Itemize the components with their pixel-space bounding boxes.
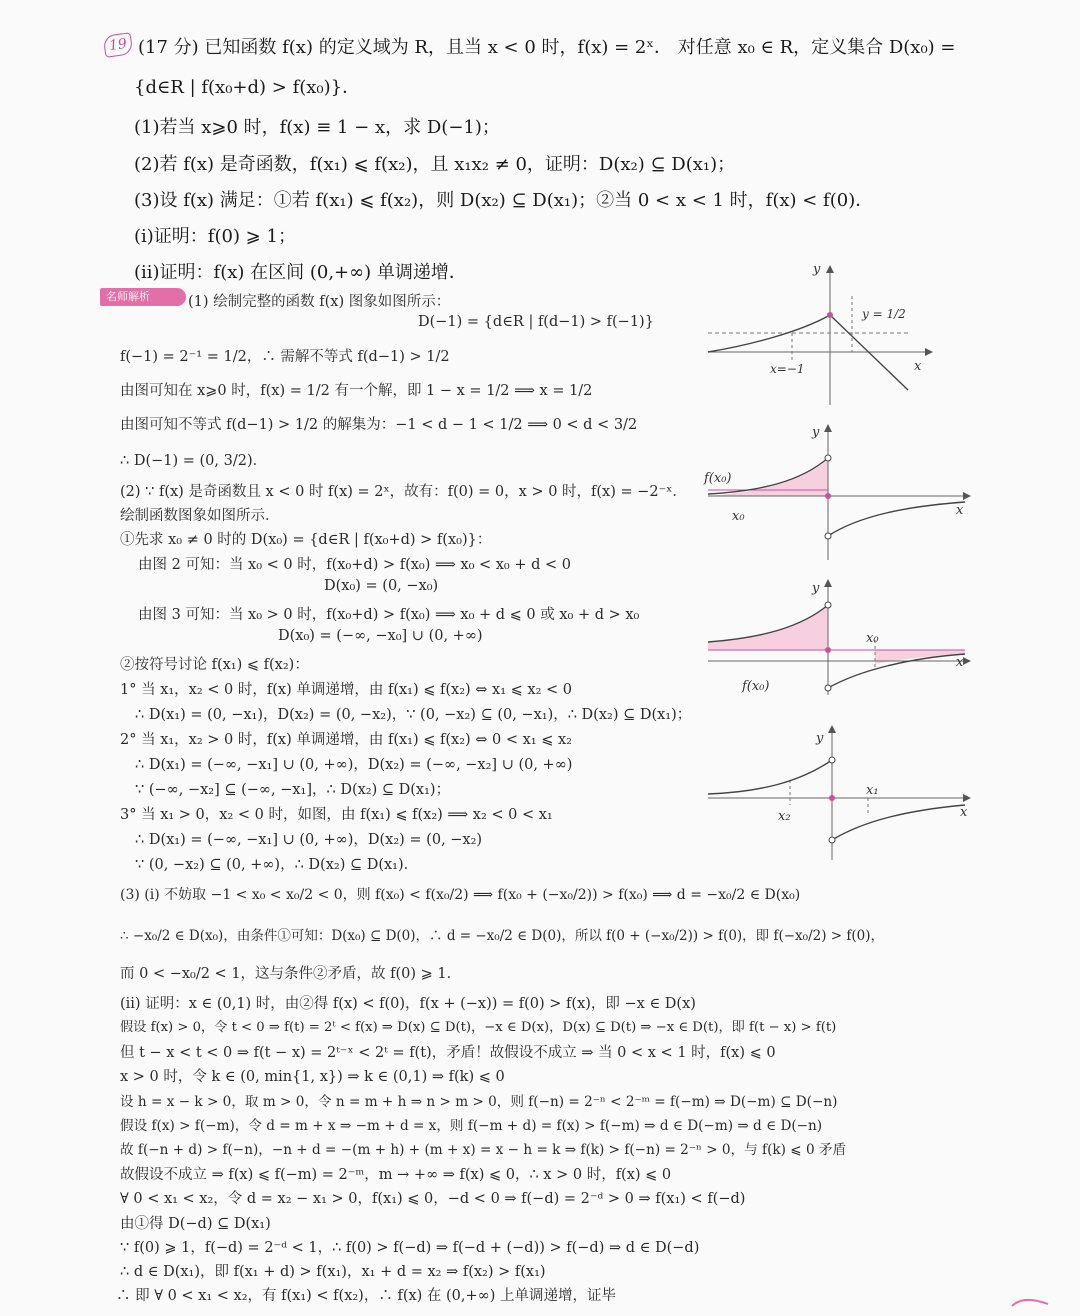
fig1-y-label: y bbox=[813, 262, 821, 277]
fig4-left-curve bbox=[708, 760, 832, 794]
fig2-y-label: y bbox=[812, 425, 820, 440]
sol-line: 故 f(−n + d) > f(−n)，−n + d = −(m + h) + (m + x) = x − h = k ⇒ f(k) > f(−n) = 2⁻ⁿ > 0，与 f(k) ⩽ 0 矛盾 bbox=[120, 1142, 847, 1158]
sol-line: ∴ D(x₁) = (−∞, −x₁] ∪ (0, +∞)，D(x₂) = (−∞, −x₂] ∪ (0, +∞) bbox=[135, 757, 573, 773]
problem-line-3: (1)若当 x⩾0 时，f(x) ≡ 1 − x，求 D(−1)； bbox=[134, 117, 500, 138]
sol-line: 由图 2 可知：当 x₀ < 0 时，f(x₀+d) > f(x₀) ⟹ x₀ < x₀ + d < 0 bbox=[138, 557, 571, 573]
sol-line: 3° 当 x₁ > 0，x₂ < 0 时，如图，由 f(x₁) ⩽ f(x₂) ⟹ x₂ < 0 < x₁ bbox=[120, 807, 553, 823]
sol-line: ∴ D(x₁) = (0, −x₁)，D(x₂) = (0, −x₂)，∵ (0, −x₂) ⊆ (0, −x₁)，∴ D(x₂) ⊆ D(x₁)； bbox=[135, 707, 692, 723]
fig3-fx0-label: f(x₀) bbox=[742, 679, 770, 694]
sol-line: 但 t − x < t < 0 ⇒ f(t − x) = 2ᵗ⁻ˣ < 2ᵗ = f(t)，矛盾！故假设不成立 ⇒ 当 0 < x < 1 时，f(x) ⩽ 0 bbox=[120, 1045, 776, 1061]
problem-line-7: (ii)证明：f(x) 在区间 (0,+∞) 单调递增． bbox=[134, 262, 467, 283]
sol-line: ∵ (−∞, −x₂] ⊆ (−∞, −x₁]，∴ D(x₂) ⊆ D(x₁)； bbox=[135, 782, 451, 798]
sol-line: 而 0 < −x₀/2 < 1，这与条件②矛盾，故 f(0) ⩾ 1． bbox=[120, 966, 462, 982]
sol-line: 由①得 D(−d) ⊆ D(x₁) bbox=[120, 1216, 271, 1232]
fig2-origin bbox=[825, 493, 831, 499]
problem-line-2: {d∈R | f(x₀+d) > f(x₀)}． bbox=[134, 77, 361, 98]
fig4-x2-label: x₂ bbox=[778, 809, 791, 824]
fig2-x-label: x bbox=[956, 503, 964, 518]
sol-line: 由图 3 可知：当 x₀ > 0 时，f(x₀+d) > f(x₀) ⟹ x₀ + d ⩽ 0 或 x₀ + d > x₀ bbox=[138, 607, 640, 623]
fig4-x1-label: x₁ bbox=[866, 783, 879, 798]
solution-tag: 名师解析 bbox=[100, 288, 186, 306]
sol-line: ∴ D(−1) = (0, 3/2)． bbox=[120, 453, 268, 469]
sol-line: (ii) 证明：x ∈ (0,1) 时，由②得 f(x) < f(0)，f(x + (−x)) = f(0) > f(x)，即 −x ∈ D(x) bbox=[120, 996, 696, 1012]
fig2-open-top bbox=[825, 455, 831, 461]
fig2-x0-label: x₀ bbox=[732, 509, 745, 524]
figure-3 bbox=[708, 580, 970, 695]
sol-line: (3) (i) 不妨取 −1 < x₀ < x₀/2 < 0，则 f(x₀) < f(x₀/2) ⟹ f(x₀ + (−x₀/2)) > f(x₀) ⟹ d = −x₀/2 ∈ D(x₀) bbox=[120, 887, 801, 903]
sol-line: 假设 f(x) > 0，令 t < 0 ⇒ f(t) = 2ᵗ < f(x) ⇒ D(x) ⊆ D(t)，−x ∈ D(x)，D(x) ⊆ D(t) ⇒ −x ∈ D(t)，即 f(t − x) > f(t) bbox=[120, 1020, 837, 1035]
fig1-xm1-label: x=−1 bbox=[770, 362, 805, 376]
sol-line: 故假设不成立 ⇒ f(x) ⩽ f(−m) = 2⁻ᵐ，m → +∞ ⇒ f(x) ⩽ 0，∴ x > 0 时，f(x) ⩽ 0 bbox=[120, 1167, 672, 1183]
sol-line: ∀ 0 < x₁ < x₂，令 d = x₂ − x₁ > 0，f(x₁) ⩽ 0，−d < 0 ⇒ f(−d) = 2⁻ᵈ > 0 ⇒ f(x₁) < f(−d) bbox=[120, 1191, 746, 1207]
fig3-x0-label: x₀ bbox=[866, 631, 879, 646]
graph-figures bbox=[700, 260, 980, 870]
sol-line: ∵ (0, −x₂) ⊆ (0, +∞)，∴ D(x₂) ⊆ D(x₁)． bbox=[135, 857, 419, 873]
fig1-half-label: y = 1/2 bbox=[862, 307, 906, 321]
sol-line: ∴ −x₀/2 ∈ D(x₀)，由条件①可知：D(x₀) ⊆ D(0)，∴ d = −x₀/2 ∈ D(0)，所以 f(0 + (−x₀/2)) > f(0)，即 f(−x₀/2) > f(0)， bbox=[120, 928, 884, 944]
fig1-exp-curve bbox=[708, 315, 830, 352]
sol-line: 假设 f(x) > f(−m)，令 d = m + x ⇒ −m + d = x，则 f(−m + d) = f(x) > f(−m) ⇒ d ∈ D(−m) ⇒ d ∈ D(−n) bbox=[120, 1118, 823, 1134]
problem-line-1: (17 分) 已知函数 f(x) 的定义域为 R，且当 x < 0 时，f(x) = 2ˣ． 对任意 x₀ ∈ R，定义集合 D(x₀) = bbox=[138, 37, 956, 58]
sol-line: ∴ D(x₁) = (−∞, −x₁] ∪ (0, +∞)，D(x₂) = (0, −x₂) bbox=[135, 832, 483, 848]
sol-line: 由图可知在 x⩾0 时，f(x) = 1/2 有一个解，即 1 − x = 1/2 ⟹ x = 1/2 bbox=[120, 383, 593, 399]
corner-decoration-icon bbox=[1010, 1296, 1050, 1308]
problem-line-6: (i)证明：f(0) ⩾ 1； bbox=[134, 226, 296, 247]
sol-line: (2) ∵ f(x) 是奇函数且 x < 0 时 f(x) = 2ˣ，故有：f(0) = 0，x > 0 时，f(x) = −2⁻ˣ． bbox=[120, 484, 687, 500]
sol-line: D(x₀) = (−∞, −x₀] ∪ (0, +∞) bbox=[278, 628, 483, 644]
fig1-point bbox=[827, 312, 833, 318]
fig4-x-label: x bbox=[960, 805, 968, 820]
fig3-y-label: y bbox=[812, 581, 820, 596]
sol-line: x > 0 时，令 k ∈ (0, min{1, x}) ⇒ k ∈ (0,1) ⇒ f(k) ⩽ 0 bbox=[120, 1069, 505, 1085]
fig2-fx0-label: f(x₀) bbox=[704, 471, 732, 486]
sol-line: (1) 绘制完整的函数 f(x) 图象如图所示： bbox=[188, 294, 451, 310]
fig2-open-bottom bbox=[825, 533, 831, 539]
figure-2 bbox=[703, 425, 970, 560]
sol-line: ①先求 x₀ ≠ 0 时的 D(x₀) = {d∈R | f(x₀+d) > f(x₀)}： bbox=[120, 532, 492, 548]
sol-line: ②按符号讨论 f(x₁) ⩽ f(x₂)： bbox=[120, 657, 309, 673]
sol-line: ∵ f(0) ⩾ 1，f(−d) = 2⁻ᵈ < 1，∴ f(0) > f(−d) ⇒ f(−d + (−d)) > f(−d) ⇒ d ∈ D(−d) bbox=[120, 1240, 700, 1256]
fig4-y-label: y bbox=[816, 731, 824, 746]
problem-number-badge: 19 bbox=[103, 32, 134, 58]
sol-line: ∴ d ∈ D(x₁)，即 f(x₁ + d) > f(x₁)，x₁ + d = x₂ ⇒ f(x₂) > f(x₁) bbox=[120, 1264, 546, 1280]
sol-line: 1° 当 x₁，x₂ < 0 时，f(x) 单调递增，由 f(x₁) ⩽ f(x₂) ⇔ x₁ ⩽ x₂ < 0 bbox=[120, 682, 572, 698]
fig4-right-curve bbox=[832, 805, 965, 840]
fig1-x-label: x bbox=[914, 359, 922, 374]
fig2-right-curve bbox=[828, 502, 965, 536]
sol-line: D(x₀) = (0, −x₀) bbox=[324, 578, 439, 594]
sol-line: D(−1) = {d∈R | f(d−1) > f(−1)} bbox=[418, 314, 654, 330]
sol-line: 2° 当 x₁，x₂ > 0 时，f(x) 单调递增，由 f(x₁) ⩽ f(x₂) ⇔ 0 < x₁ ⩽ x₂ bbox=[120, 732, 572, 748]
figure-4 bbox=[708, 726, 970, 860]
problem-line-5: (3)设 f(x) 满足：①若 f(x₁) ⩽ f(x₂)，则 D(x₂) ⊆ D(x₁)；②当 0 < x < 1 时，f(x) < f(0)． bbox=[134, 190, 874, 211]
sol-line: 绘制函数图象如图所示． bbox=[120, 508, 280, 524]
problem-line-4: (2)若 f(x) 是奇函数，f(x₁) ⩽ f(x₂)，且 x₁x₂ ≠ 0，证明：D(x₂) ⊆ D(x₁)； bbox=[134, 154, 736, 175]
sol-line: 设 h = x − k > 0，取 m > 0，令 n = m + h ⇒ n > m > 0，则 f(−n) = 2⁻ⁿ < 2⁻ᵐ = f(−m) ⇒ D(−m) ⊆ D(−n) bbox=[120, 1094, 838, 1110]
sol-line: f(−1) = 2⁻¹ = 1/2，∴ 需解不等式 f(d−1) > 1/2 bbox=[120, 349, 450, 365]
figure-1 bbox=[708, 262, 932, 405]
fig3-x-label: x bbox=[956, 655, 964, 670]
sol-line: 由图可知不等式 f(d−1) > 1/2 的解集为：−1 < d − 1 < 1/2 ⟹ 0 < d < 3/2 bbox=[120, 417, 638, 433]
sol-line: ∴ 即 ∀ 0 < x₁ < x₂，有 f(x₁) < f(x₂)，∴ f(x) 在 (0,+∞) 上单调递增，证毕 bbox=[116, 1288, 617, 1304]
